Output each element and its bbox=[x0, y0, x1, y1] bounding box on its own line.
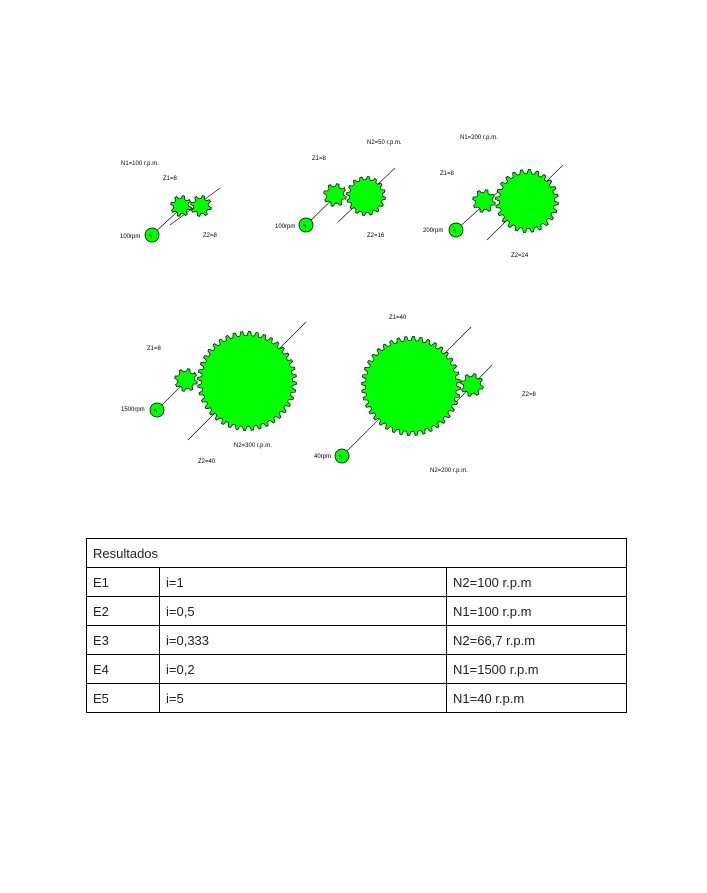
gear-driver bbox=[324, 184, 347, 207]
gear-driver bbox=[473, 190, 496, 213]
label-n2: N2=200 r.p.m. bbox=[430, 468, 468, 474]
label-motor-speed: 100rpm bbox=[275, 224, 296, 230]
label-n1: N1=100 r.p.m. bbox=[121, 161, 159, 167]
exercise-2-diagram bbox=[275, 140, 402, 239]
label-motor-speed: 100rpm bbox=[120, 234, 141, 240]
gear-driver bbox=[171, 196, 192, 217]
label-z1: Z1=40 bbox=[389, 315, 407, 321]
motor-symbol: ϟ bbox=[149, 234, 153, 240]
transmission-ratio: i=5 bbox=[160, 684, 447, 713]
exercise-4-diagram bbox=[121, 322, 306, 465]
speed-result: N2=66,7 r.p.m bbox=[447, 626, 627, 655]
speed-result: N1=100 r.p.m bbox=[447, 597, 627, 626]
label-z2: Z2=8 bbox=[522, 392, 536, 398]
transmission-ratio: i=0,333 bbox=[160, 626, 447, 655]
table-row bbox=[87, 684, 627, 713]
label-z1: Z1=8 bbox=[147, 346, 161, 352]
transmission-ratio: i=0,2 bbox=[160, 655, 447, 684]
label-z2: Z2=24 bbox=[511, 253, 529, 259]
label-z2: Z2=8 bbox=[203, 233, 217, 239]
motor-symbol: ϟ bbox=[453, 229, 457, 235]
exercise-1-diagram bbox=[120, 161, 220, 242]
label-z2: Z2=16 bbox=[367, 233, 385, 239]
gear-driver bbox=[175, 369, 198, 392]
exercise-5-diagram bbox=[314, 315, 537, 474]
label-motor-speed: 1500rpm bbox=[121, 407, 145, 413]
motor-symbol: ϟ bbox=[339, 455, 343, 461]
label-n1: N1=200 r.p.m. bbox=[460, 135, 498, 141]
gear-driver bbox=[362, 337, 461, 436]
exercise-id: E3 bbox=[87, 626, 160, 655]
exercise-3-diagram bbox=[423, 135, 563, 259]
label-motor-speed: 40rpm bbox=[314, 454, 332, 460]
speed-result: N1=1500 r.p.m bbox=[447, 655, 627, 684]
results-header-row bbox=[87, 539, 627, 568]
transmission-ratio: i=0,5 bbox=[160, 597, 447, 626]
gear-driven bbox=[191, 196, 212, 217]
results-header: Resultados bbox=[87, 539, 627, 568]
motor-symbol: ϟ bbox=[154, 409, 158, 415]
exercise-id: E1 bbox=[87, 568, 160, 597]
speed-result: N2=100 r.p.m bbox=[447, 568, 627, 597]
table-row bbox=[87, 568, 627, 597]
exercise-id: E2 bbox=[87, 597, 160, 626]
table-row bbox=[87, 655, 627, 684]
label-z2: Z2=40 bbox=[198, 459, 216, 465]
label-motor-speed: 200rpm bbox=[423, 228, 444, 234]
table-row bbox=[87, 626, 627, 655]
exercise-id: E5 bbox=[87, 684, 160, 713]
table-row bbox=[87, 597, 627, 626]
label-n2: N2=50 r.p.m. bbox=[367, 140, 402, 146]
exercise-id: E4 bbox=[87, 655, 160, 684]
results-table bbox=[86, 538, 627, 713]
label-z1: Z1=8 bbox=[440, 171, 454, 177]
speed-result: N1=40 r.p.m bbox=[447, 684, 627, 713]
motor-symbol: ϟ bbox=[303, 224, 307, 230]
label-n2: N2=300 r.p.m. bbox=[234, 443, 272, 449]
label-z1: Z1=8 bbox=[312, 156, 326, 162]
transmission-ratio: i=1 bbox=[160, 568, 447, 597]
label-z1: Z1=8 bbox=[163, 176, 177, 182]
